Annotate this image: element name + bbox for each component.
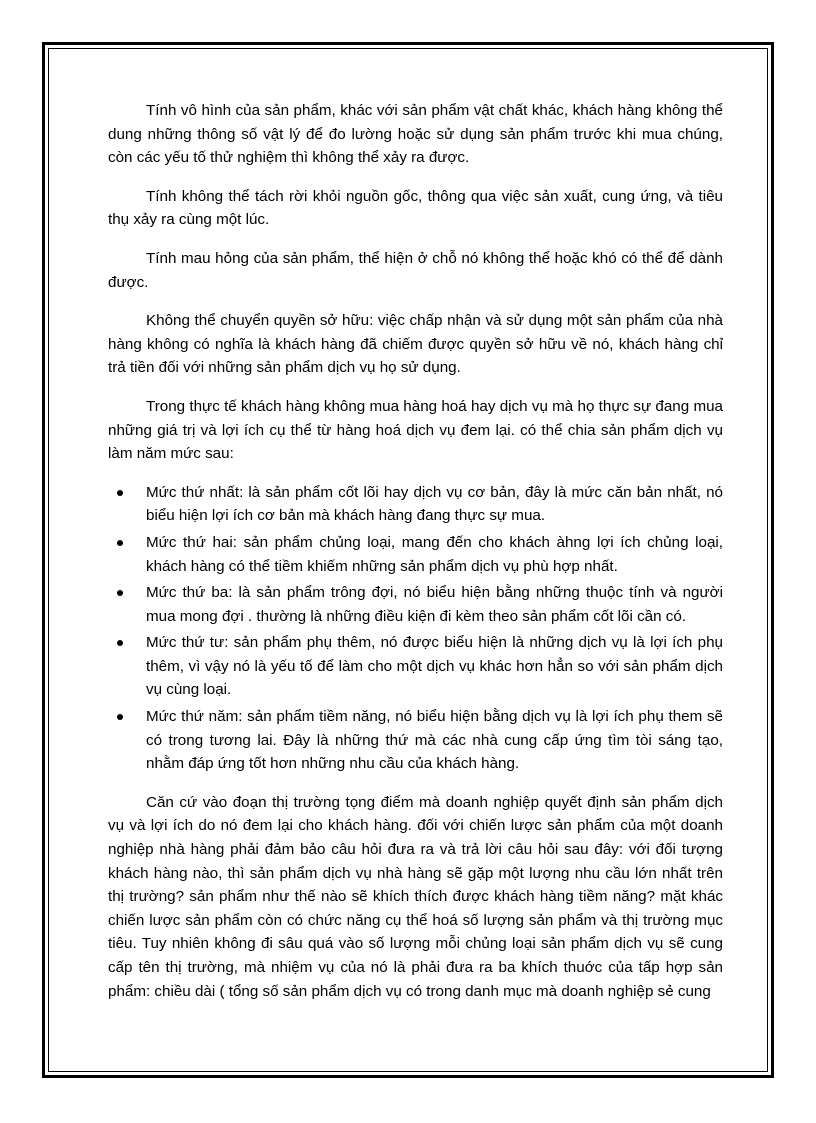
paragraph-inseparability: Tính không thể tách rời khỏi nguồn gốc, thông qua việc sản xuất, cung ứng, và tiêu thụ xảy ra cùng một lúc. [108,187,723,229]
list-item [108,631,723,702]
document-body [108,99,723,1018]
paragraph-five-levels-intro: Trong thực tế khách hàng không mua hàng hoá hay dịch vụ mà họ thực sự đang mua những giá trị và lợi ích cụ thể từ hàng hoá dịch vụ đem lại. có thể chia sản phẩm dịch vụ làm năm mức sau: [108,397,723,463]
bullet-icon [117,640,123,646]
paragraph-product-strategy: Căn cứ vào đoạn thị trường tọng điểm mà doanh nghiệp quyết định sản phẩm dịch vụ và lợi ích do nó đem lại cho khách hàng. đối với chiến lược sản phẩm của một doanh nghiệp nhà hàng phải đảm bảo câu hỏi đưa ra và trả lời câu hỏi sau đây: với đối tượng khách hàng nào, thì sản phẩm dịch vụ nhà hàng sẽ gặp một lượng nhu cầu lớn nhất trên thị trường? sản phẩm như thế nào sẽ khích thích được khách hàng tiềm năng? mặt khác chiến lược sản phẩm còn có chức năng cụ thể hoá số lượng sản phẩm và thị trường mục tiêu. Tuy nhiên không đi sâu quá vào số lượng mỗi chủng loại sản phẩm dịch vụ sẽ cung cấp tên thị trường, mà nhiệm vụ của nó là phải đưa ra ba khích thuớc của tấp hợp sản phẩm: chiều dài ( tổng số sản phẩm dịch vụ có trong danh mục mà doanh nghiệp sẻ cung [108,793,723,1000]
list-item [108,481,723,528]
bullet-icon [117,714,123,720]
bullet-icon [117,590,123,596]
bullet-icon [117,490,123,496]
list-item-text: Mức thứ năm: sản phẩm tiềm năng, nó biểu hiện bằng dịch vụ là lợi ích phụ them sẽ có trong tương lai. Đây là những thứ mà các nhà cung cấp ứng tìm tòi sáng tạo, nhằm đáp ứng tốt hơn những nhu cầu của khách hàng. [146,708,723,773]
list-item [108,531,723,578]
list-item [108,581,723,628]
paragraph-intangibility: Tính vô hình của sản phẩm, khác với sản phẩm vật chất khác, khách hàng không thể dung những thông số vật lý để đo lường hoặc sử dụng sản phẩm trước khi mua chúng, còn các yếu tố thử nghiệm thì không thể xảy ra được. [108,102,723,167]
paragraph-ownership: Không thể chuyển quyền sở hữu: việc chấp nhận và sử dụng một sản phẩm của nhà hàng không có nghĩa là khách hàng đã chiếm được quyền sở hữu về nó, khách hàng chỉ trả tiền đối với những sản phẩm dịch vụ họ sử dụng. [108,312,723,377]
paragraph-perishability: Tính mau hỏng của sản phẩm, thể hiện ở chỗ nó không thể hoặc khó có thể để dành được. [108,249,723,291]
list-item-text: Mức thứ tư: sản phẩm phụ thêm, nó được biểu hiện là những dịch vụ là lợi ích phụ thêm, vì vậy nó là yếu tố để làm cho một dịch vụ khác hơn hẳn so với sản phẩm dịch vụ cùng loại. [146,634,723,699]
list-item-text: Mức thứ nhất: là sản phẩm cốt lõi hay dịch vụ cơ bản, đây là mức căn bản nhất, nó biểu hiện lợi ích cơ bản mà khách hàng đang thực sự mua. [146,483,723,525]
list-item [108,705,723,776]
product-levels-list [108,481,723,776]
list-item-text: Mức thứ hai: sản phẩm chủng loại, mang đến cho khách àhng lợi ích chủng loại, khách hàng có thể tiềm khiếm những sản phẩm dịch vụ phù hợp nhất. [146,533,723,575]
bullet-icon [117,540,123,546]
list-item-text: Mức thứ ba: là sản phẩm trông đợi, nó biểu hiện bằng những thuộc tính và người mua mong đợi . thường là những điều kiện đi kèm theo sản phẩm cốt lõi cần có. [146,584,723,625]
